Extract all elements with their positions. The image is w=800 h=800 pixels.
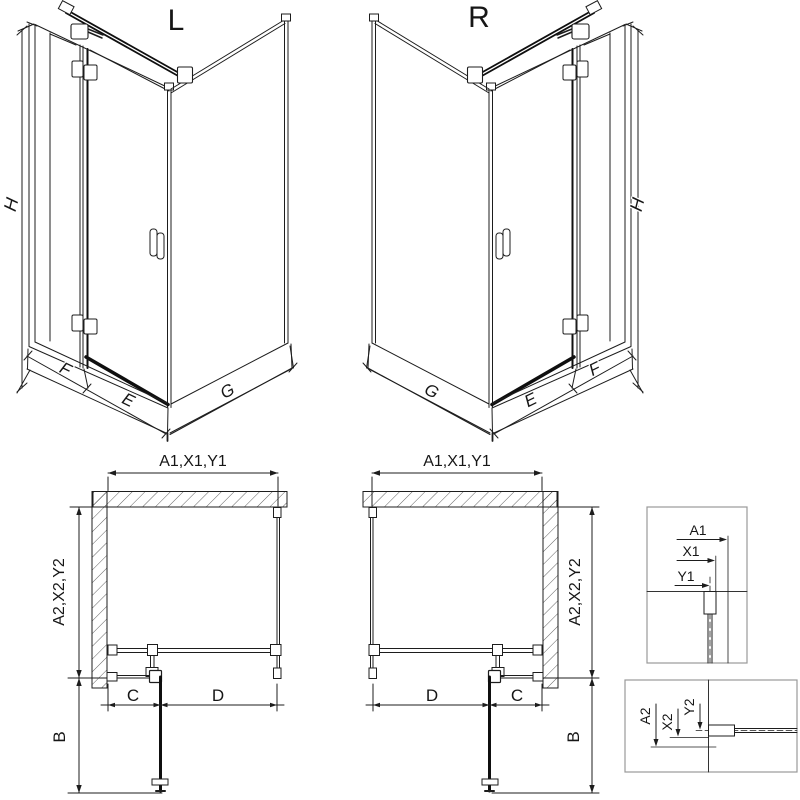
view-r-dim-f: F bbox=[585, 358, 604, 380]
plan-l-wall-left-hatch bbox=[92, 492, 107, 689]
plan-r-dim-c: C bbox=[510, 686, 524, 705]
plan-l-dim-d: D bbox=[211, 686, 225, 705]
view-l-dim-f: F bbox=[56, 358, 75, 380]
detail-wall-profile-top bbox=[647, 507, 747, 663]
plan-l-dim-b: B bbox=[50, 731, 69, 743]
plan-r-wall-top-hatch bbox=[363, 492, 557, 508]
view-r-dim-g: G bbox=[421, 379, 442, 403]
detail-top-dim-x1: X1 bbox=[682, 543, 700, 559]
detail-side-dim-y2: Y2 bbox=[681, 698, 697, 716]
plan-r-dim-width: A1,X1,Y1 bbox=[423, 453, 491, 470]
detail-top-dim-y1: Y1 bbox=[677, 568, 695, 584]
detail-top-dim-a1: A1 bbox=[689, 522, 707, 538]
detail-side-dim-a2: A2 bbox=[637, 707, 653, 725]
plan-l-wall-top-hatch bbox=[93, 492, 287, 508]
view-l-dim-e: E bbox=[119, 389, 138, 412]
view-l-title: L bbox=[167, 4, 185, 37]
view-r-dim-h: H bbox=[625, 195, 649, 214]
view-r-3d bbox=[363, 1, 649, 441]
plan-r-dim-b: B bbox=[564, 731, 583, 743]
plan-l bbox=[50, 453, 287, 793]
view-l-dim-g: G bbox=[217, 379, 238, 403]
plan-l-dim-c: C bbox=[126, 686, 140, 705]
plan-l-dim-width: A1,X1,Y1 bbox=[159, 453, 227, 470]
detail-side-dim-x2: X2 bbox=[659, 713, 675, 731]
view-l-3d bbox=[0, 1, 297, 441]
plan-r-dim-d: D bbox=[425, 686, 439, 705]
view-r-title: R bbox=[468, 1, 490, 34]
view-r-dim-e: E bbox=[521, 389, 540, 412]
plan-l-dim-depth: A2,X2,Y2 bbox=[51, 558, 68, 626]
plan-r bbox=[363, 453, 599, 793]
detail-wall-profile-side bbox=[625, 680, 797, 772]
plan-r-dim-depth: A2,X2,Y2 bbox=[567, 558, 584, 626]
plan-r-wall-right-hatch bbox=[543, 492, 558, 689]
view-l-dim-h: H bbox=[0, 195, 23, 214]
